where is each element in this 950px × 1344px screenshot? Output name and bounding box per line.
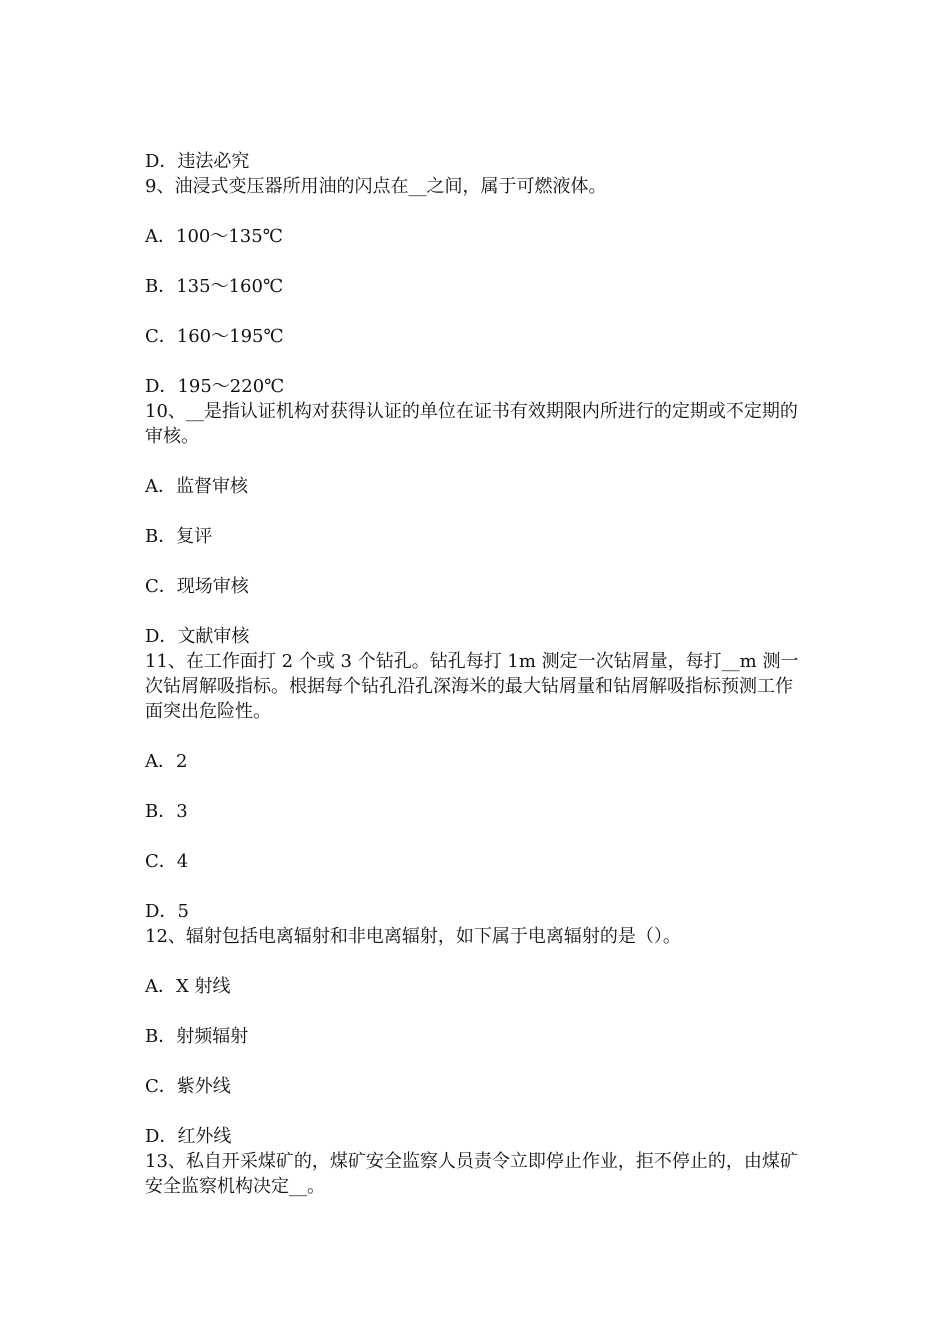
option-text: 紫外线 <box>176 1076 231 1097</box>
question-10-option-b <box>145 524 807 549</box>
option-text: 射频辐射 <box>176 1026 249 1047</box>
option-label: C． <box>145 1076 177 1097</box>
option-label: C． <box>145 326 177 347</box>
option-text: 2 <box>176 751 188 772</box>
question-11-option-a <box>145 749 807 774</box>
option-text: 3 <box>176 801 188 822</box>
document-body <box>145 149 807 1199</box>
option-text: 现场审核 <box>176 576 249 597</box>
question-9-option-a <box>145 224 807 249</box>
question-11-option-b <box>145 799 807 824</box>
option-text: 复评 <box>176 526 213 547</box>
question-10-option-d <box>145 624 807 649</box>
option-label: D． <box>145 626 178 647</box>
question-11-option-d <box>145 899 807 924</box>
option-d-previous <box>145 149 807 174</box>
option-text: 5 <box>177 901 189 922</box>
option-label: A． <box>145 751 176 772</box>
question-12-option-a <box>145 974 807 999</box>
question-number: 9、 <box>145 176 175 197</box>
question-9-option-b <box>145 274 807 299</box>
question-11-option-c <box>145 849 807 874</box>
option-label: B． <box>145 276 177 297</box>
question-text: 私自开采煤矿的，煤矿安全监察人员责令立即停止作业，拒不停止的，由煤矿安全监察机构决定__。 <box>145 1151 798 1197</box>
question-12-option-d <box>145 1124 807 1149</box>
option-label: D． <box>145 151 178 172</box>
option-label: B． <box>145 526 177 547</box>
question-13 <box>145 1149 807 1199</box>
option-text: 135～160℃ <box>176 276 284 297</box>
question-9 <box>145 174 807 199</box>
option-text: 195～220℃ <box>177 376 285 397</box>
question-12-option-c <box>145 1074 807 1099</box>
option-label: C． <box>145 576 177 597</box>
question-9-option-c <box>145 324 807 349</box>
question-12 <box>145 924 807 949</box>
option-label: A． <box>145 476 176 497</box>
option-text: 监督审核 <box>176 476 248 497</box>
option-label: A． <box>145 976 176 997</box>
question-text: __是指认证机构对获得认证的单位在证书有效期限内所进行的定期或不定期的审核。 <box>145 401 798 447</box>
option-label: B． <box>145 801 177 822</box>
question-number: 13、 <box>145 1151 186 1172</box>
option-label: D． <box>145 376 178 397</box>
option-label: D． <box>145 901 178 922</box>
question-text: 油浸式变压器所用油的闪点在__之间，属于可燃液体。 <box>174 176 607 197</box>
option-label: A． <box>145 226 176 247</box>
question-number: 11、 <box>145 651 186 672</box>
option-text: 违法必究 <box>177 151 250 172</box>
question-text: 辐射包括电离辐射和非电离辐射，如下属于电离辐射的是（）。 <box>185 926 681 947</box>
question-10-option-c <box>145 574 807 599</box>
option-label: B． <box>145 1026 177 1047</box>
option-text: X 射线 <box>176 976 231 997</box>
option-label: D． <box>145 1126 178 1147</box>
option-text: 4 <box>176 851 189 872</box>
option-label: C． <box>145 851 177 872</box>
option-text: 100～135℃ <box>176 226 283 247</box>
question-11 <box>145 649 807 724</box>
question-9-option-d <box>145 374 807 399</box>
question-text: 在工作面打 2 个或 3 个钻孔。钻孔每打 1m 测定一次钻屑量，每打__m 测一次钻屑解吸指标。根据每个钻孔沿孔深海米的最大钻屑量和钻屑解吸指标预测工作面突出危险性。 <box>145 651 799 722</box>
question-number: 12、 <box>145 926 186 947</box>
question-10 <box>145 399 807 449</box>
question-12-option-b <box>145 1024 807 1049</box>
question-number: 10、 <box>145 401 186 422</box>
option-text: 红外线 <box>177 1126 232 1147</box>
option-text: 160～195℃ <box>176 326 284 347</box>
option-text: 文献审核 <box>177 626 250 647</box>
question-10-option-a <box>145 474 807 499</box>
